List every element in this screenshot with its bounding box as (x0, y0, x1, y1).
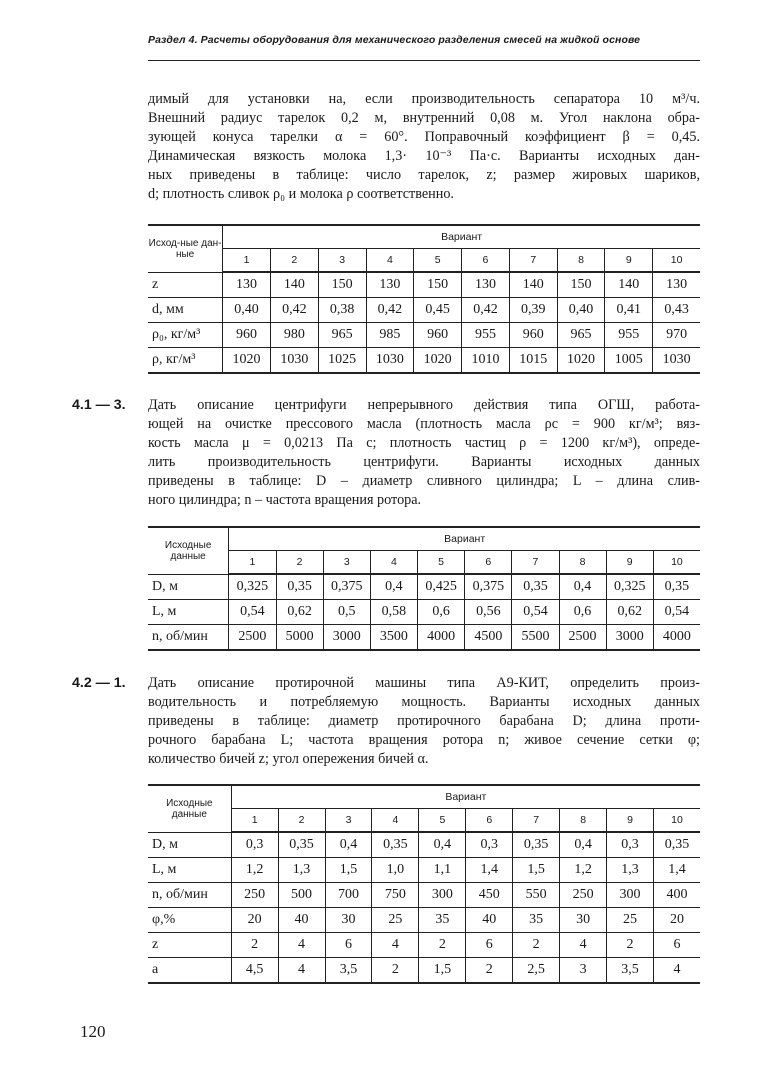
variant-number: 10 (653, 551, 700, 575)
variant-number: 3 (318, 249, 366, 273)
variant-number: 8 (559, 551, 606, 575)
table-cell: 0,45 (414, 298, 462, 323)
table-cell: 0,43 (653, 298, 700, 323)
row-label: L, м (148, 600, 229, 625)
table-cell: 0,39 (509, 298, 557, 323)
table-cell: 400 (653, 883, 700, 908)
table-cell: 25 (607, 908, 654, 933)
table-cell: 130 (653, 272, 700, 298)
table-cell: 4000 (653, 625, 700, 651)
table-cell: 0,35 (512, 574, 559, 600)
table-cell: 5500 (512, 625, 559, 651)
table-cell: 1020 (414, 348, 462, 374)
table-cell: 3,5 (325, 958, 372, 984)
table-cell: 3000 (606, 625, 653, 651)
table-cell: 2 (372, 958, 419, 984)
table-cell: 1,4 (653, 858, 700, 883)
table-cell: 1,4 (466, 858, 513, 883)
text-line: ных приведены в таблице: число тарелок, z; размер жировых шариков, (148, 167, 700, 183)
table-cell: 250 (560, 883, 607, 908)
variant-number: 5 (414, 249, 462, 273)
table-cell: 2500 (559, 625, 606, 651)
table-cell: 0,3 (231, 832, 278, 858)
table-cell: 2 (513, 933, 560, 958)
table-cell: 0,42 (270, 298, 318, 323)
variant-number: 1 (223, 249, 271, 273)
table-cell: 0,54 (229, 600, 276, 625)
variant-number: 3 (323, 551, 370, 575)
text-line: приведены в таблице: D – диаметр сливного цилиндра; L – длина слив- (148, 473, 700, 489)
table-cell: 1015 (509, 348, 557, 374)
row-label: D, м (148, 832, 231, 858)
task-4-1-3-text (148, 396, 700, 510)
table-cell: 1010 (462, 348, 510, 374)
table-row (148, 933, 700, 958)
table-cell: 2 (466, 958, 513, 984)
table-cell: 2,5 (513, 958, 560, 984)
table-cell: 0,375 (465, 574, 512, 600)
text-line: приведены в таблице: диаметр протирочного барабана D; длина проти- (148, 713, 700, 729)
variant-number: 3 (325, 809, 372, 833)
variant-number: 1 (231, 809, 278, 833)
table-cell: 0,3 (607, 832, 654, 858)
variant-number: 7 (513, 809, 560, 833)
text-line: рочного барабана L; частота вращения ротора n; живое сечение сетки φ; (148, 732, 700, 748)
table-cell: 0,41 (605, 298, 653, 323)
table-cell: 0,56 (465, 600, 512, 625)
table-cell: 2 (419, 933, 466, 958)
table-cell: 40 (278, 908, 325, 933)
table-cell: 955 (462, 323, 510, 348)
row-label: d, мм (148, 298, 223, 323)
table-corner-header: Исход-ные дан-ные (148, 225, 223, 272)
table-cell: 0,38 (318, 298, 366, 323)
table-cell: 130 (366, 272, 414, 298)
table-cell: 550 (513, 883, 560, 908)
variant-number: 2 (276, 551, 323, 575)
task-4-2-1-text (148, 674, 700, 769)
table-cell: 500 (278, 883, 325, 908)
table-cell: 0,62 (276, 600, 323, 625)
variant-number: 4 (366, 249, 414, 273)
variant-number: 5 (419, 809, 466, 833)
table-row (148, 272, 700, 298)
table-cell: 20 (231, 908, 278, 933)
table-cell: 140 (509, 272, 557, 298)
table-cell: 5000 (276, 625, 323, 651)
table-cell: 0,6 (417, 600, 464, 625)
table-cell: 0,4 (419, 832, 466, 858)
variant-number: 4 (370, 551, 417, 575)
table-cell: 4 (560, 933, 607, 958)
intro-paragraph (148, 90, 700, 204)
table-cell: 1005 (605, 348, 653, 374)
table-cell: 0,4 (560, 832, 607, 858)
table-cell: 1030 (366, 348, 414, 374)
variant-number: 10 (653, 249, 700, 273)
text-line: димый для установки на, если производительность сепаратора 10 м³/ч. (148, 91, 700, 107)
table-cell: 250 (231, 883, 278, 908)
table-cell: 0,58 (370, 600, 417, 625)
table-cell: 985 (366, 323, 414, 348)
table-cell: 300 (419, 883, 466, 908)
page-number: 120 (80, 1022, 106, 1041)
variant-number: 8 (557, 249, 605, 273)
table-cell: 150 (318, 272, 366, 298)
table-cell: 1,5 (513, 858, 560, 883)
table-cell: 0,35 (278, 832, 325, 858)
variant-number: 4 (372, 809, 419, 833)
table-cell: 1025 (318, 348, 366, 374)
text-line: водительность и потребляемую мощность. Варианты исходных данных (148, 694, 700, 710)
table-row (148, 298, 700, 323)
table-cell: 3000 (323, 625, 370, 651)
table-cell: 130 (462, 272, 510, 298)
table-cell: 0,425 (417, 574, 464, 600)
table-cell: 30 (325, 908, 372, 933)
table-cell: 960 (509, 323, 557, 348)
table-cell: 30 (560, 908, 607, 933)
table-row (148, 908, 700, 933)
table-row (148, 832, 700, 858)
table-cell: 750 (372, 883, 419, 908)
table-cell: 450 (466, 883, 513, 908)
table-cell: 0,3 (466, 832, 513, 858)
table-cell: 4000 (417, 625, 464, 651)
table-cell: 0,35 (372, 832, 419, 858)
table-cell: 4 (278, 958, 325, 984)
table-cell: 1020 (557, 348, 605, 374)
table-cell: 1030 (270, 348, 318, 374)
table-cell: 6 (466, 933, 513, 958)
table-cell: 0,54 (653, 600, 700, 625)
table-centrifuge-variants (148, 526, 700, 651)
table-cell: 0,42 (462, 298, 510, 323)
text-line: d; плотность сливок ρ₀ и молока ρ соответственно. (148, 186, 454, 202)
table-cell: 0,5 (323, 600, 370, 625)
table-cell: 6 (653, 933, 700, 958)
text-line: Внешний радиус тарелок 0,2 м, внутренний 0,08 м. Угол наклона обра- (148, 110, 700, 126)
text-line: количество бичей z; угол опережения бичей α. (148, 751, 429, 767)
table-cell: 150 (414, 272, 462, 298)
variant-header: Вариант (229, 527, 700, 551)
table-cell: 955 (605, 323, 653, 348)
row-label: L, м (148, 858, 231, 883)
table-cell: 4 (278, 933, 325, 958)
table-wiping-machine-variants (148, 784, 700, 984)
text-line: Динамическая вязкость молока 1,3· 10⁻³ Па·с. Варианты исходных дан- (148, 148, 700, 164)
row-label: z (148, 272, 223, 298)
table-row (148, 883, 700, 908)
table-cell: 0,35 (653, 832, 700, 858)
table-cell: 35 (419, 908, 466, 933)
table-cell: 1,5 (325, 858, 372, 883)
table-cell: 960 (223, 323, 271, 348)
table-row (148, 958, 700, 984)
table-cell: 140 (605, 272, 653, 298)
table-cell: 4 (653, 958, 700, 984)
table-cell: 4 (372, 933, 419, 958)
table-cell: 0,325 (606, 574, 653, 600)
variant-number: 2 (278, 809, 325, 833)
table-cell: 1,2 (231, 858, 278, 883)
table-cell: 1,5 (419, 958, 466, 984)
row-label: z (148, 933, 231, 958)
table-cell: 1,0 (372, 858, 419, 883)
text-line: кость масла μ = 0,0213 Па с; плотность частиц ρ = 1200 кг/м³), опреде- (148, 435, 700, 451)
table-cell: 0,4 (370, 574, 417, 600)
row-label: ρ, кг/м³ (148, 348, 223, 374)
table-row (148, 600, 700, 625)
variant-number: 1 (229, 551, 276, 575)
table-cell: 0,35 (653, 574, 700, 600)
text-line: зующей конуса тарелки α = 60°. Поправочный коэффициент β = 0,45. (148, 129, 700, 145)
variant-number: 8 (560, 809, 607, 833)
table-cell: 2500 (229, 625, 276, 651)
task-number-4-2-1: 4.2 — 1. (72, 675, 126, 691)
table-cell: 4,5 (231, 958, 278, 984)
table-cell: 0,325 (229, 574, 276, 600)
table-cell: 140 (270, 272, 318, 298)
row-label: a (148, 958, 231, 984)
variant-number: 7 (509, 249, 557, 273)
table-cell: 0,40 (557, 298, 605, 323)
variant-number: 6 (465, 551, 512, 575)
table-cell: 150 (557, 272, 605, 298)
variant-number: 10 (653, 809, 700, 833)
table-cell: 1,3 (278, 858, 325, 883)
running-header: Раздел 4. Расчеты оборудования для механического разделения смесей на жидкой основе (148, 34, 641, 46)
row-label: D, м (148, 574, 229, 600)
text-line: Дать описание центрифуги непрерывного действия типа ОГШ, работа- (148, 397, 700, 413)
table-cell: 0,4 (559, 574, 606, 600)
variant-number: 9 (605, 249, 653, 273)
table-cell: 980 (270, 323, 318, 348)
row-label: φ,% (148, 908, 231, 933)
table-row (148, 858, 700, 883)
table-cell: 0,42 (366, 298, 414, 323)
table-cell: 300 (607, 883, 654, 908)
table-cell: 20 (653, 908, 700, 933)
variant-number: 9 (607, 809, 654, 833)
table-cell: 6 (325, 933, 372, 958)
table-row (148, 323, 700, 348)
table-cell: 1,1 (419, 858, 466, 883)
header-rule (148, 60, 700, 61)
row-label: n, об/мин (148, 883, 231, 908)
table-cell: 0,375 (323, 574, 370, 600)
table-cell: 1030 (653, 348, 700, 374)
table-cell: 1020 (223, 348, 271, 374)
variant-number: 9 (606, 551, 653, 575)
variant-header: Вариант (223, 225, 700, 249)
text-line: ющей на очистке прессового масла (плотность масла ρc = 900 кг/м³; вяз- (148, 416, 700, 432)
variant-number: 2 (270, 249, 318, 273)
text-line: лить производительность центрифуги. Варианты исходных данных (148, 454, 700, 470)
table-cell: 35 (513, 908, 560, 933)
table-cell: 0,40 (223, 298, 271, 323)
table-cell: 965 (557, 323, 605, 348)
variant-number: 5 (417, 551, 464, 575)
table-row (148, 574, 700, 600)
row-label: n, об/мин (148, 625, 229, 651)
variant-number: 6 (462, 249, 510, 273)
table-cell: 960 (414, 323, 462, 348)
variant-number: 6 (466, 809, 513, 833)
table-row (148, 625, 700, 651)
table-cell: 40 (466, 908, 513, 933)
table-cell: 970 (653, 323, 700, 348)
table-cell: 1,3 (607, 858, 654, 883)
table-cell: 25 (372, 908, 419, 933)
variant-number: 7 (512, 551, 559, 575)
row-label: ρ₀, кг/м³ (148, 323, 223, 348)
table-cell: 2 (231, 933, 278, 958)
table-cell: 2 (607, 933, 654, 958)
table-cell: 0,62 (606, 600, 653, 625)
table-cell: 0,35 (276, 574, 323, 600)
table-cell: 3,5 (607, 958, 654, 984)
text-line: ного цилиндра; n – частота вращения ротора. (148, 492, 422, 508)
table-row (148, 348, 700, 374)
table-cell: 0,54 (512, 600, 559, 625)
table-cell: 1,2 (560, 858, 607, 883)
variant-header: Вариант (231, 785, 700, 809)
table-cell: 965 (318, 323, 366, 348)
task-number-4-1-3: 4.1 — 3. (72, 397, 126, 413)
text-line: Дать описание протирочной машины типа А9-КИТ, определить произ- (148, 675, 700, 691)
table-cell: 0,35 (513, 832, 560, 858)
table-corner-header: Исходные данные (148, 785, 231, 832)
table-cell: 0,4 (325, 832, 372, 858)
table-cell: 0,6 (559, 600, 606, 625)
table-cell: 4500 (465, 625, 512, 651)
table-corner-header: Исходные данные (148, 527, 229, 574)
table-cell: 130 (223, 272, 271, 298)
table-separator-variants (148, 224, 700, 374)
table-cell: 700 (325, 883, 372, 908)
table-cell: 3 (560, 958, 607, 984)
table-cell: 3500 (370, 625, 417, 651)
